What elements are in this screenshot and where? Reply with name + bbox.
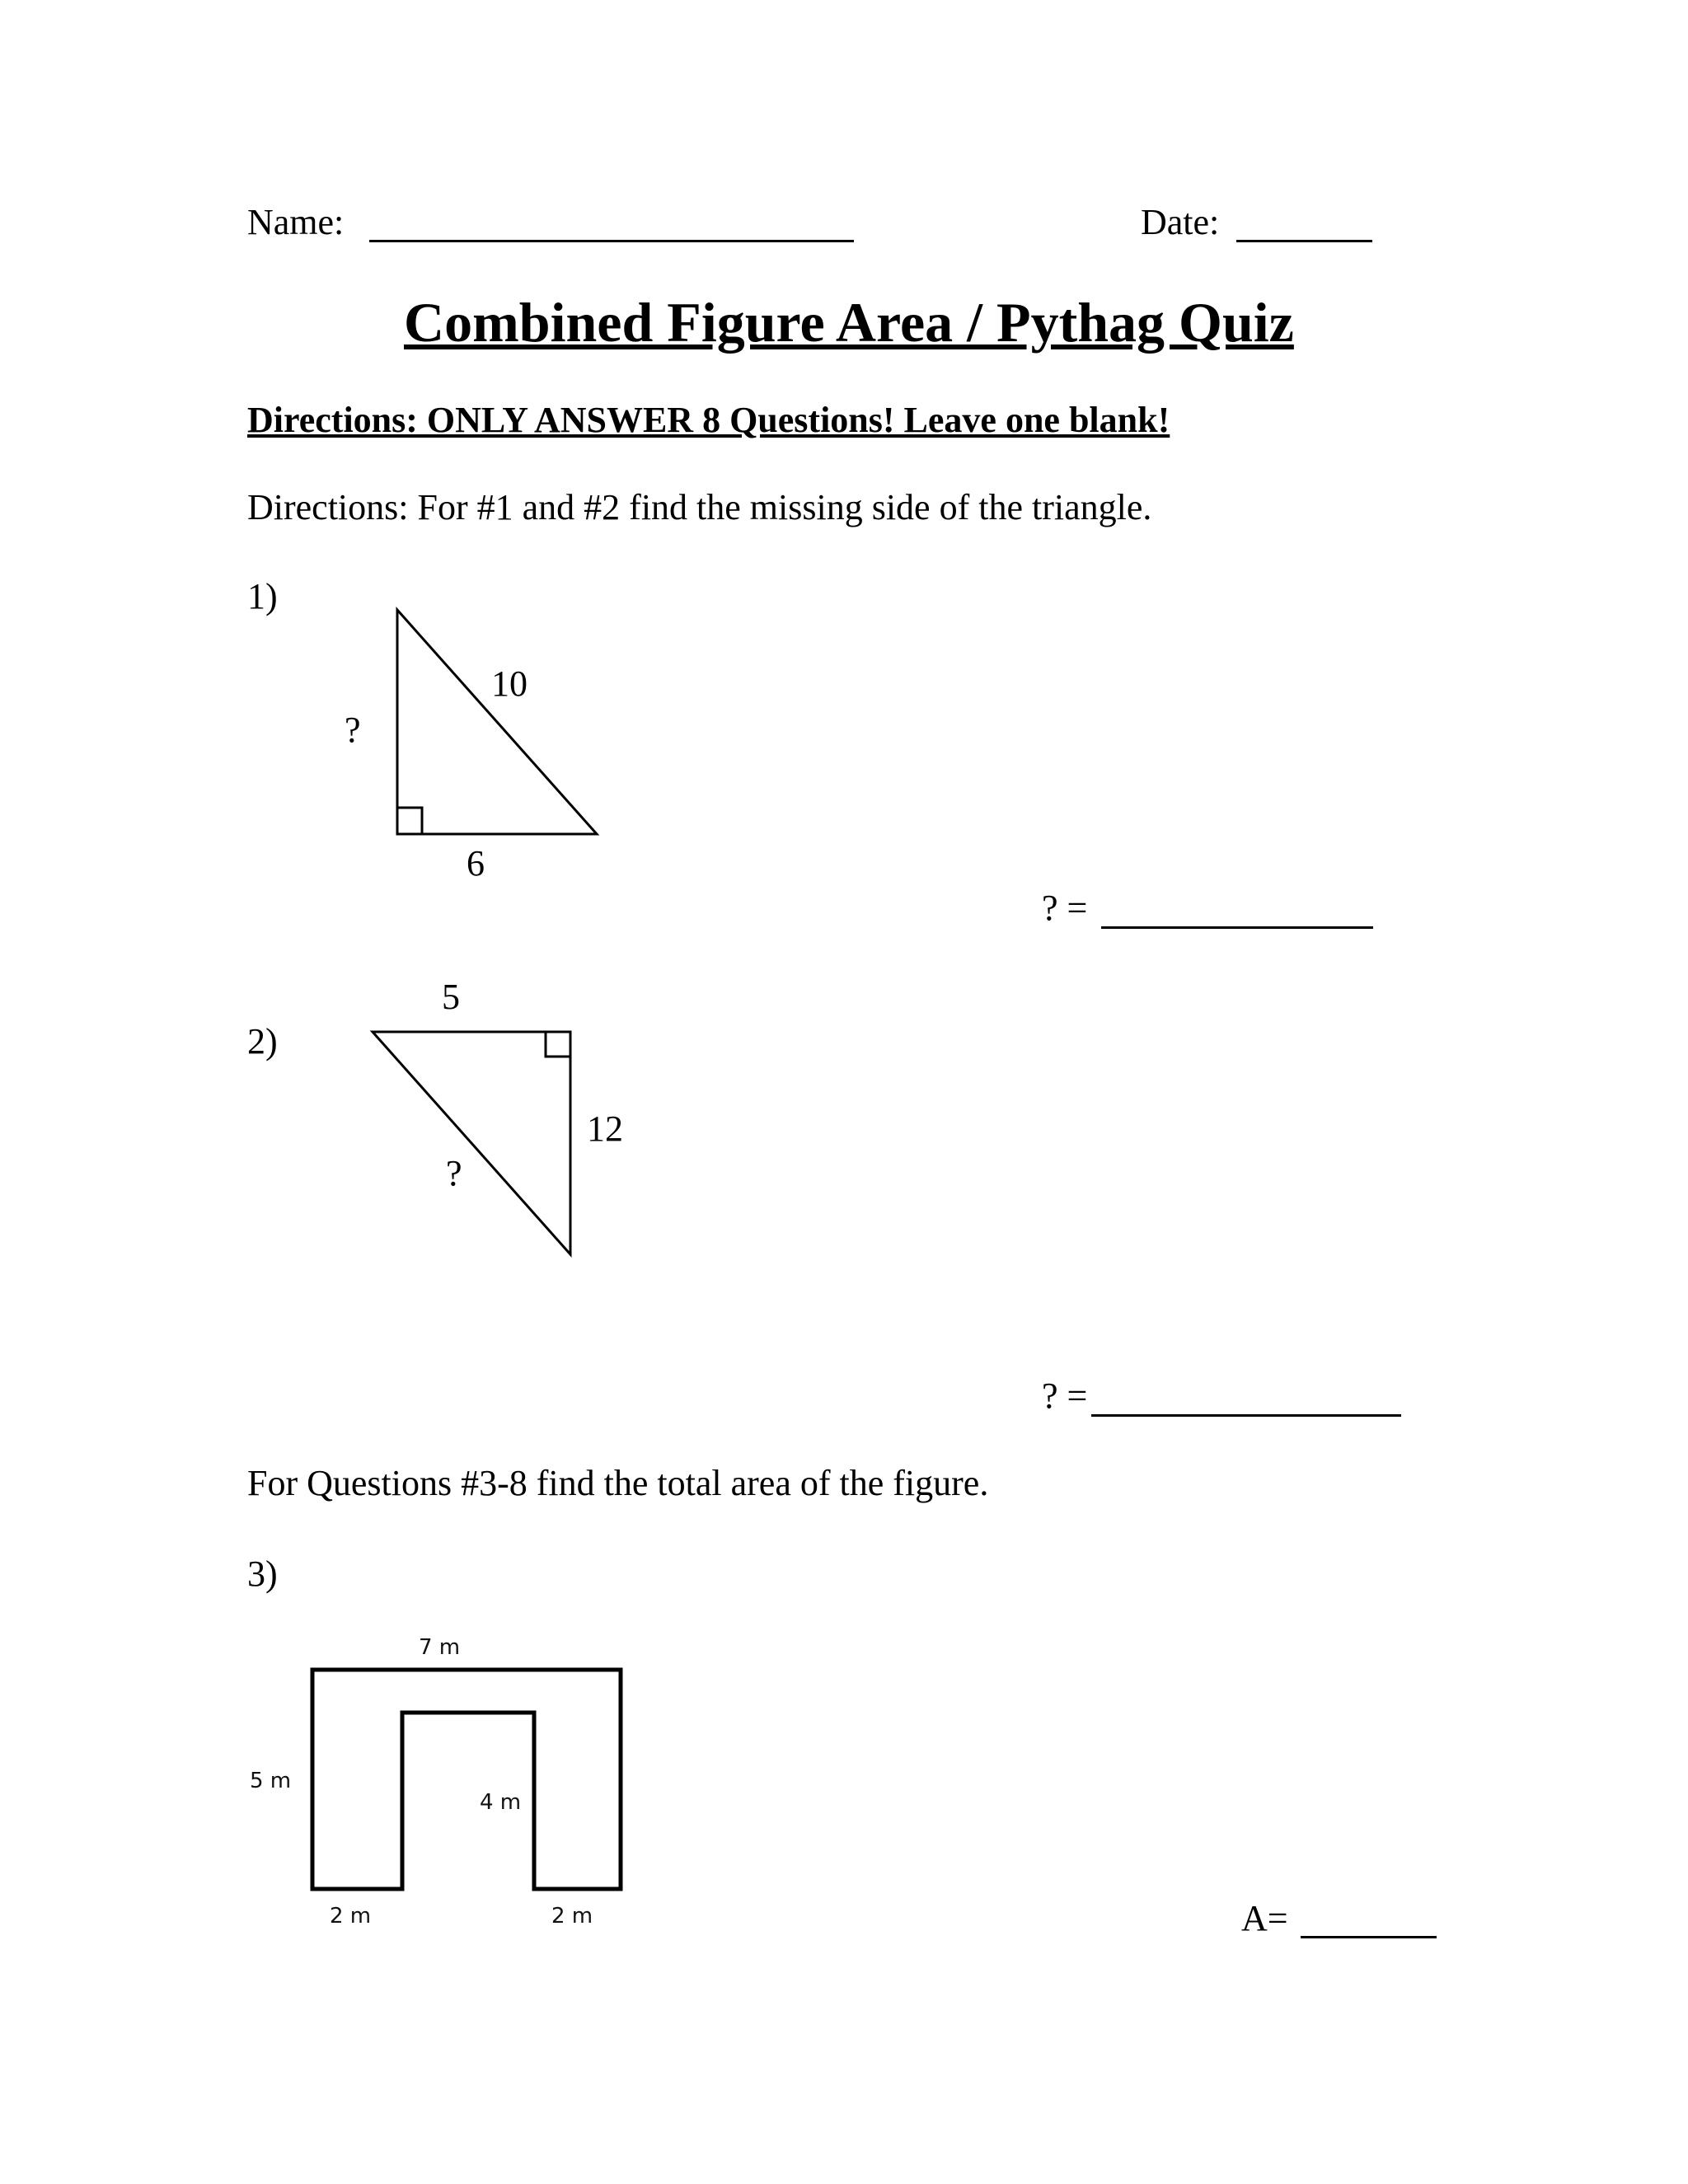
q3-answer-field[interactable] (1301, 1936, 1437, 1938)
q3-bottom-right-label: 2 m (551, 1904, 593, 1929)
directions-area: For Questions #3-8 find the total area of the figure. (247, 1463, 989, 1503)
q3-bottom-left-label: 2 m (330, 1904, 372, 1929)
q3-answer-label: A= (1241, 1898, 1288, 1938)
directions-bold: Directions: ONLY ANSWER 8 Questions! Leave one blank! (247, 400, 1170, 440)
directions-pythag: Directions: For #1 and #2 find the missing side of the triangle. (247, 487, 1152, 527)
q2-right-label: 12 (587, 1108, 623, 1149)
question-3-number: 3) (247, 1554, 278, 1594)
q2-answer-label: ? = (1042, 1376, 1088, 1416)
q1-unknown-leg-label: ? (345, 710, 361, 750)
q3-top-label: 7 m (419, 1635, 461, 1660)
question-2-number: 2) (247, 1021, 278, 1062)
page-title: Combined Figure Area / Pythag Quiz (404, 291, 1294, 354)
q1-answer-label: ? = (1042, 888, 1088, 928)
name-label: Name: (247, 202, 345, 242)
q2-top-label: 5 (442, 977, 460, 1017)
q2-hypotenuse-label: ? (446, 1153, 462, 1193)
question-1-number: 1) (247, 576, 278, 616)
q3-left-label: 5 m (250, 1769, 292, 1793)
q3-inner-label: 4 m (480, 1790, 522, 1815)
q1-base-label: 6 (467, 843, 485, 883)
q1-hypotenuse-label: 10 (491, 663, 528, 704)
date-label: Date: (1141, 202, 1220, 242)
